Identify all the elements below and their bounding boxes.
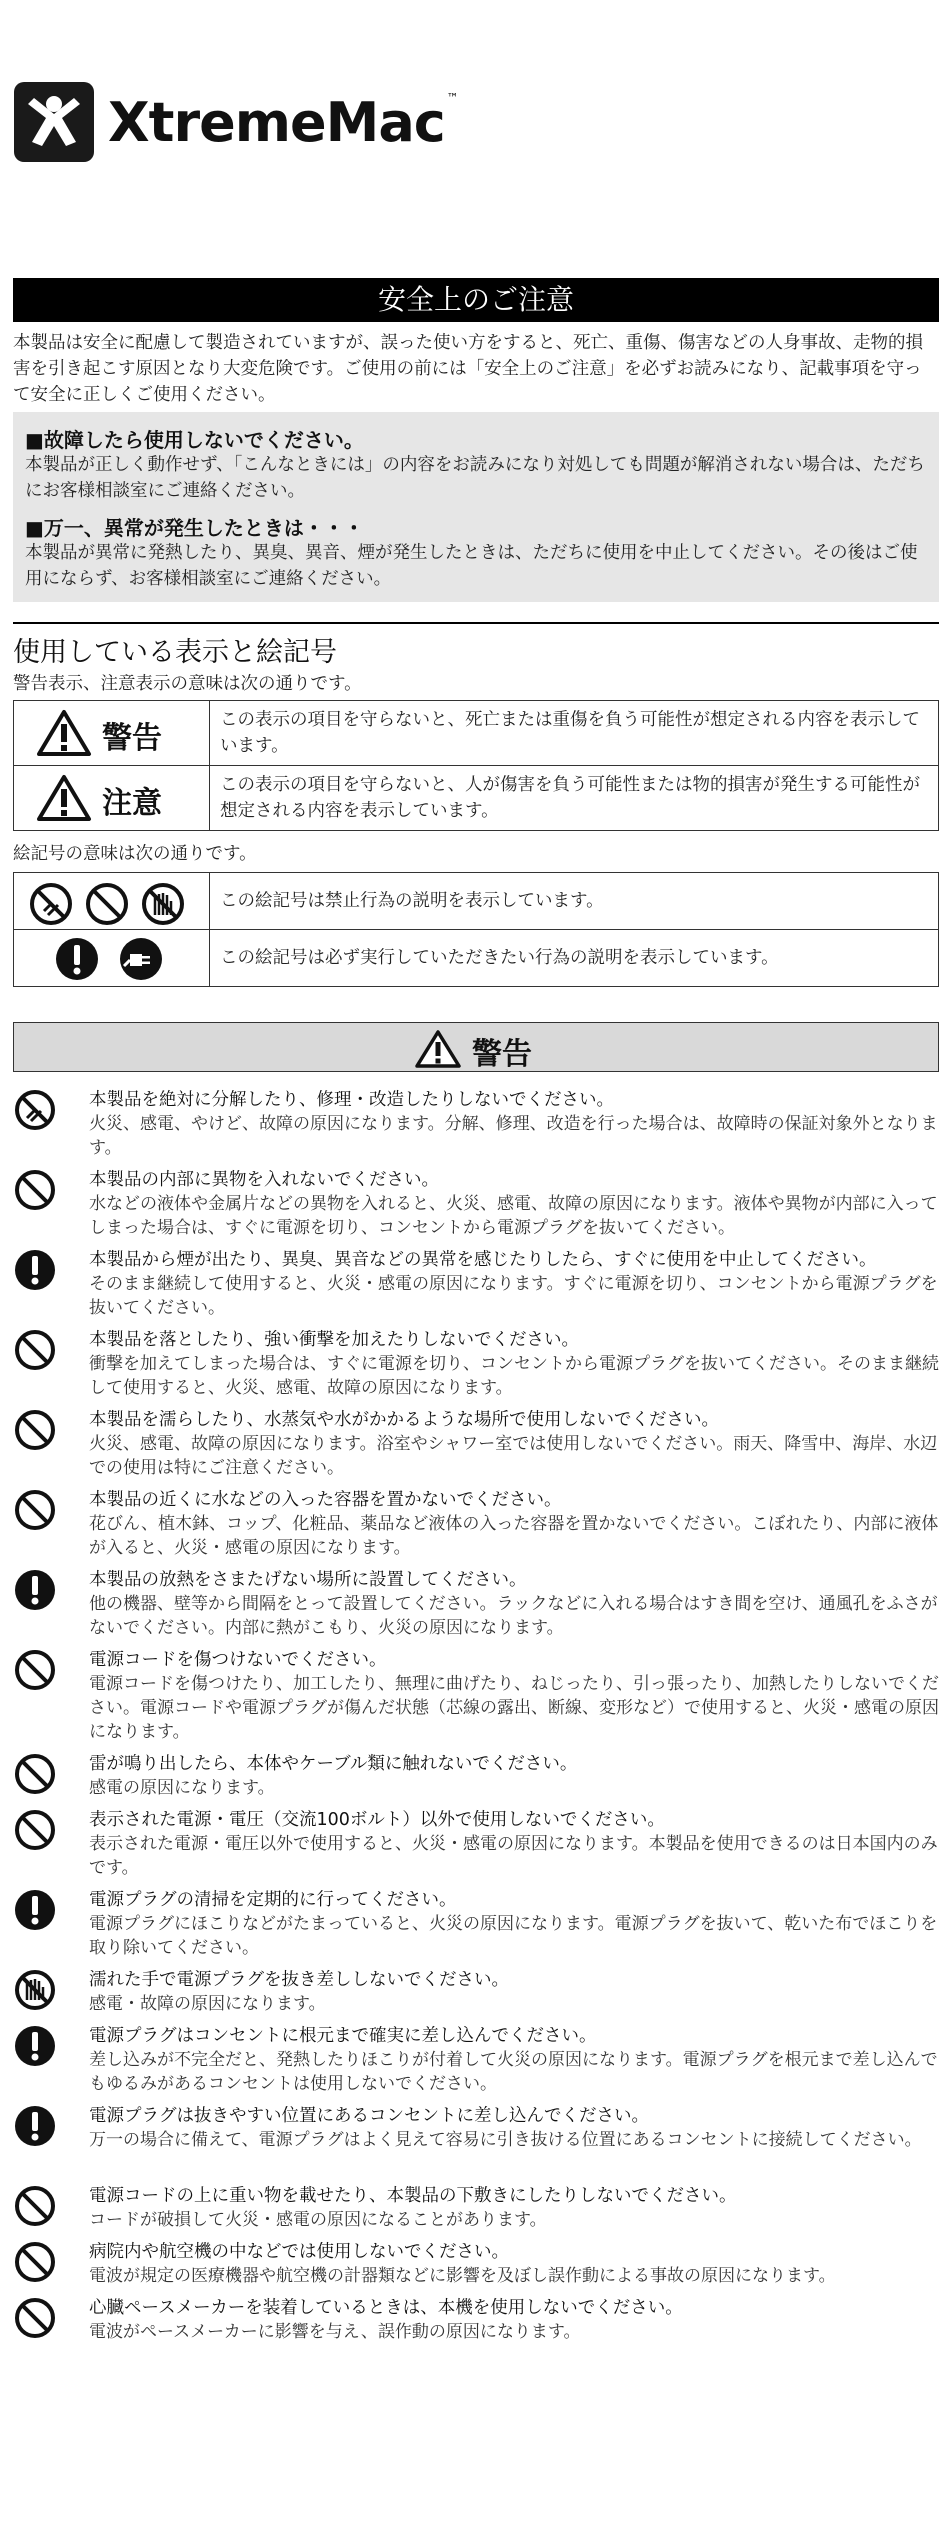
brand-name: XtremeMac ™ bbox=[108, 90, 458, 154]
prohibit-icon bbox=[13, 2296, 57, 2344]
mandatory-icon bbox=[54, 936, 100, 986]
notice-heading-abnormal: ■万一、異常が発生したときは・・・ bbox=[25, 516, 364, 540]
warning-banner bbox=[13, 1022, 939, 1072]
warning-item-heading: 電源プラグの清掃を定期的に行ってください。 bbox=[89, 1890, 457, 1910]
warning-item-text: 花びん、植木鉢、コップ、化粧品、薬品など液体の入った容器を置かないでください。こぼれたり、内部に液体が入ると、火災・感電の原因になります。 bbox=[89, 1514, 939, 1558]
warning-triangle-icon bbox=[36, 709, 92, 761]
xtrememac-logo-icon bbox=[14, 82, 94, 162]
warning-banner-icon bbox=[414, 1029, 462, 1069]
notice-text-abnormal: 本製品が異常に発熱したり、異臭、異音、煙が発生したときは、ただちに使用を中止してください。その後はご使用にならず、お客様相談室にご連絡ください。 bbox=[25, 543, 918, 589]
caution-label: 注意 bbox=[102, 786, 162, 821]
warning-item-heading: 本製品を絶対に分解したり、修理・改造したりしないでください。 bbox=[89, 1090, 614, 1110]
unplug-icon bbox=[118, 936, 164, 986]
prohibit-row bbox=[14, 873, 939, 930]
warning-item-heading: 本製品から煙が出たり、異臭、異音などの異常を感じたりしたら、すぐに使用を中止してください。 bbox=[89, 1250, 877, 1270]
warning-item-text: 電波がペースメーカーに影響を与え、誤作動の原因になります。 bbox=[89, 2322, 581, 2342]
warning-item-heading: 本製品の近くに水などの入った容器を置かないでください。 bbox=[89, 1490, 562, 1510]
caution-row bbox=[14, 766, 939, 831]
notice-heading-broken: ■故障したら使用しないでください。 bbox=[25, 428, 364, 452]
warning-label: 警告 bbox=[102, 721, 162, 756]
warning-item-heading: 本製品を濡らしたり、水蒸気や水がかかるような場所で使用しないでください。 bbox=[89, 1410, 719, 1430]
warning-item-text: 感電の原因になります。 bbox=[89, 1778, 275, 1798]
prohibit-icon bbox=[13, 1328, 57, 1376]
warning-item-text: 水などの液体や金属片などの異物を入れると、火災、感電、故障の原因になります。液体や異物が内部に入ってしまった場合は、すぐに電源を切り、コンセントから電源プラグを抜いてください。 bbox=[89, 1194, 938, 1238]
warning-item-text: 感電・故障の原因になります。 bbox=[89, 1994, 326, 2014]
caution-description: この表示の項目を守らないと、人が傷害を負う可能性または物的損害が発生する可能性が想定される内容を表示しています。 bbox=[210, 766, 939, 831]
prohibit-icon bbox=[13, 1168, 57, 1216]
brand-logo bbox=[14, 82, 458, 162]
prohibit-icon bbox=[13, 1808, 57, 1856]
no-disassemble-icon bbox=[13, 1088, 57, 1136]
warning-item-heading: 電源プラグは抜きやすい位置にあるコンセントに差し込んでください。 bbox=[89, 2106, 649, 2126]
warning-item-text: コードが破損して火災・感電の原因になることがあります。 bbox=[89, 2210, 547, 2230]
warning-item-heading: 本製品を落としたり、強い衝撃を加えたりしないでください。 bbox=[89, 1330, 579, 1350]
mandatory-row bbox=[14, 930, 939, 987]
mandatory-icon bbox=[13, 2104, 57, 2152]
prohibit-icon bbox=[13, 1648, 57, 1696]
warning-item-text: 火災、感電、やけど、故障の原因になります。分解、修理、改造を行った場合は、故障時の保証対象外となります。 bbox=[89, 1114, 938, 1158]
warning-item-text: 他の機器、壁等から間隔をとって設置してください。ラックなどに入れる場合はすき間を空け、通風孔をふさがないでください。内部に熱がこもり、火災の原因になります。 bbox=[89, 1594, 938, 1638]
warning-item-heading: 本製品の内部に異物を入れないでください。 bbox=[89, 1170, 439, 1190]
no-wet-hands-icon bbox=[140, 881, 186, 931]
warning-item-text: 表示された電源・電圧以外で使用すると、火災・感電の原因になります。本製品を使用できるのは日本国内のみです。 bbox=[89, 1834, 938, 1878]
no-wet-hands-icon bbox=[13, 1968, 57, 2016]
intro-text: 本製品は安全に配慮して製造されていますが、誤った使い方をすると、死亡、重傷、傷害などの人身事故、走物的損害を引き起こす原因となり大変危険です。ご使用の前には「安全上のご注意」を必ずお読みになり、記載事項を守って安全に正しくご使用ください。 bbox=[13, 333, 923, 405]
warning-item-text: 万一の場合に備えて、電源プラグはよく見えて容易に引き抜ける位置にあるコンセントに接続してください。 bbox=[89, 2130, 922, 2150]
warning-item-text: 電波が規定の医療機器や航空機の計器類などに影響を及ぼし誤作動による事故の原因になります。 bbox=[89, 2266, 836, 2286]
notice-text-broken: 本製品が正しく動作せず、「こんなときには」の内容をお読みになり対処しても問題が解消されない場合は、ただちにお客様相談室にご連絡ください。 bbox=[25, 455, 925, 501]
warning-item-text: 衝撃を加えてしまった場合は、すぐに電源を切り、コンセントから電源プラグを抜いてください。そのまま継続して使用すると、火災、感電、故障の原因になります。 bbox=[89, 1354, 939, 1398]
warning-item-heading: 雷が鳴り出したら、本体やケーブル類に触れないでください。 bbox=[89, 1754, 578, 1774]
warning-item-heading: 表示された電源・電圧（交流100ボルト）以外で使用しないでください。 bbox=[89, 1810, 665, 1830]
warning-banner-label: 警告 bbox=[472, 1037, 532, 1072]
prohibit-icon bbox=[13, 2184, 57, 2232]
warning-row bbox=[14, 701, 939, 766]
no-disassemble-icon bbox=[28, 881, 74, 931]
warning-item-heading: 病院内や航空機の中などでは使用しないでください。 bbox=[89, 2242, 509, 2262]
prohibit-icon bbox=[84, 881, 130, 931]
symbols-section-title: 使用している表示と絵記号 bbox=[13, 637, 337, 668]
prohibit-icon bbox=[13, 1752, 57, 1800]
prohibit-description: この絵記号は禁止行為の説明を表示しています。 bbox=[210, 873, 939, 930]
mandatory-icon bbox=[13, 1888, 57, 1936]
pictogram-table bbox=[13, 872, 939, 987]
warning-item-text: そのまま継続して使用すると、火災・感電の原因になります。すぐに電源を切り、コンセントから電源プラグを抜いてください。 bbox=[89, 1274, 938, 1318]
mandatory-icon bbox=[13, 2024, 57, 2072]
warning-item-heading: 電源コードの上に重い物を載せたり、本製品の下敷きにしたりしないでください。 bbox=[89, 2186, 737, 2206]
prohibit-icon bbox=[13, 1488, 57, 1536]
section-title: 安全上のご注意 bbox=[13, 278, 939, 322]
prohibit-icon bbox=[13, 2240, 57, 2288]
warning-item-text: 差し込みが不完全だと、発熱したりほこりが付着して火災の原因になります。電源プラグを根元まで差し込んでもゆるみがあるコンセントは使用しないでください。 bbox=[89, 2050, 938, 2094]
divider bbox=[13, 622, 939, 624]
warning-item-text: 火災、感電、故障の原因になります。浴室やシャワー室では使用しないでください。雨天、降雪中、海岸、水辺での使用は特にご注意ください。 bbox=[89, 1434, 938, 1478]
mandatory-icon bbox=[13, 1248, 57, 1296]
warning-item-heading: 電源コードを傷つけないでください。 bbox=[89, 1650, 387, 1670]
prohibit-icon bbox=[13, 1408, 57, 1456]
mandatory-description: この絵記号は必ず実行していただきたい行為の説明を表示しています。 bbox=[210, 930, 939, 987]
mandatory-icon bbox=[13, 1568, 57, 1616]
warning-item-text: 電源プラグにほこりなどがたまっていると、火災の原因になります。電源プラグを抜いて、乾いた布でほこりを取り除いてください。 bbox=[89, 1914, 938, 1958]
warning-item-heading: 本製品の放熱をさまたげない場所に設置してください。 bbox=[89, 1570, 527, 1590]
warning-item-text: 電源コードを傷つけたり、加工したり、無理に曲げたり、ねじったり、引っ張ったり、加熱したりしないでください。電源コードや電源プラグが傷んだ状態（芯線の露出、断線、変形など）で使用すると、火災・感電の原因になります。 bbox=[89, 1674, 939, 1742]
notice-box bbox=[13, 412, 939, 602]
pict-intro: 絵記号の意味は次の通りです。 bbox=[13, 844, 257, 864]
warning-item-heading: 心臓ペースメーカーを装着しているときは、本機を使用しないでください。 bbox=[89, 2298, 683, 2318]
caution-triangle-icon bbox=[36, 774, 92, 826]
signal-word-table bbox=[13, 700, 939, 831]
warning-item-heading: 濡れた手で電源プラグを抜き差ししないでください。 bbox=[89, 1970, 509, 1990]
warn-intro: 警告表示、注意表示の意味は次の通りです。 bbox=[13, 674, 362, 694]
warning-description: この表示の項目を守らないと、死亡または重傷を負う可能性が想定される内容を表示しています。 bbox=[210, 701, 939, 766]
warning-item-heading: 電源プラグはコンセントに根元まで確実に差し込んでください。 bbox=[89, 2026, 597, 2046]
